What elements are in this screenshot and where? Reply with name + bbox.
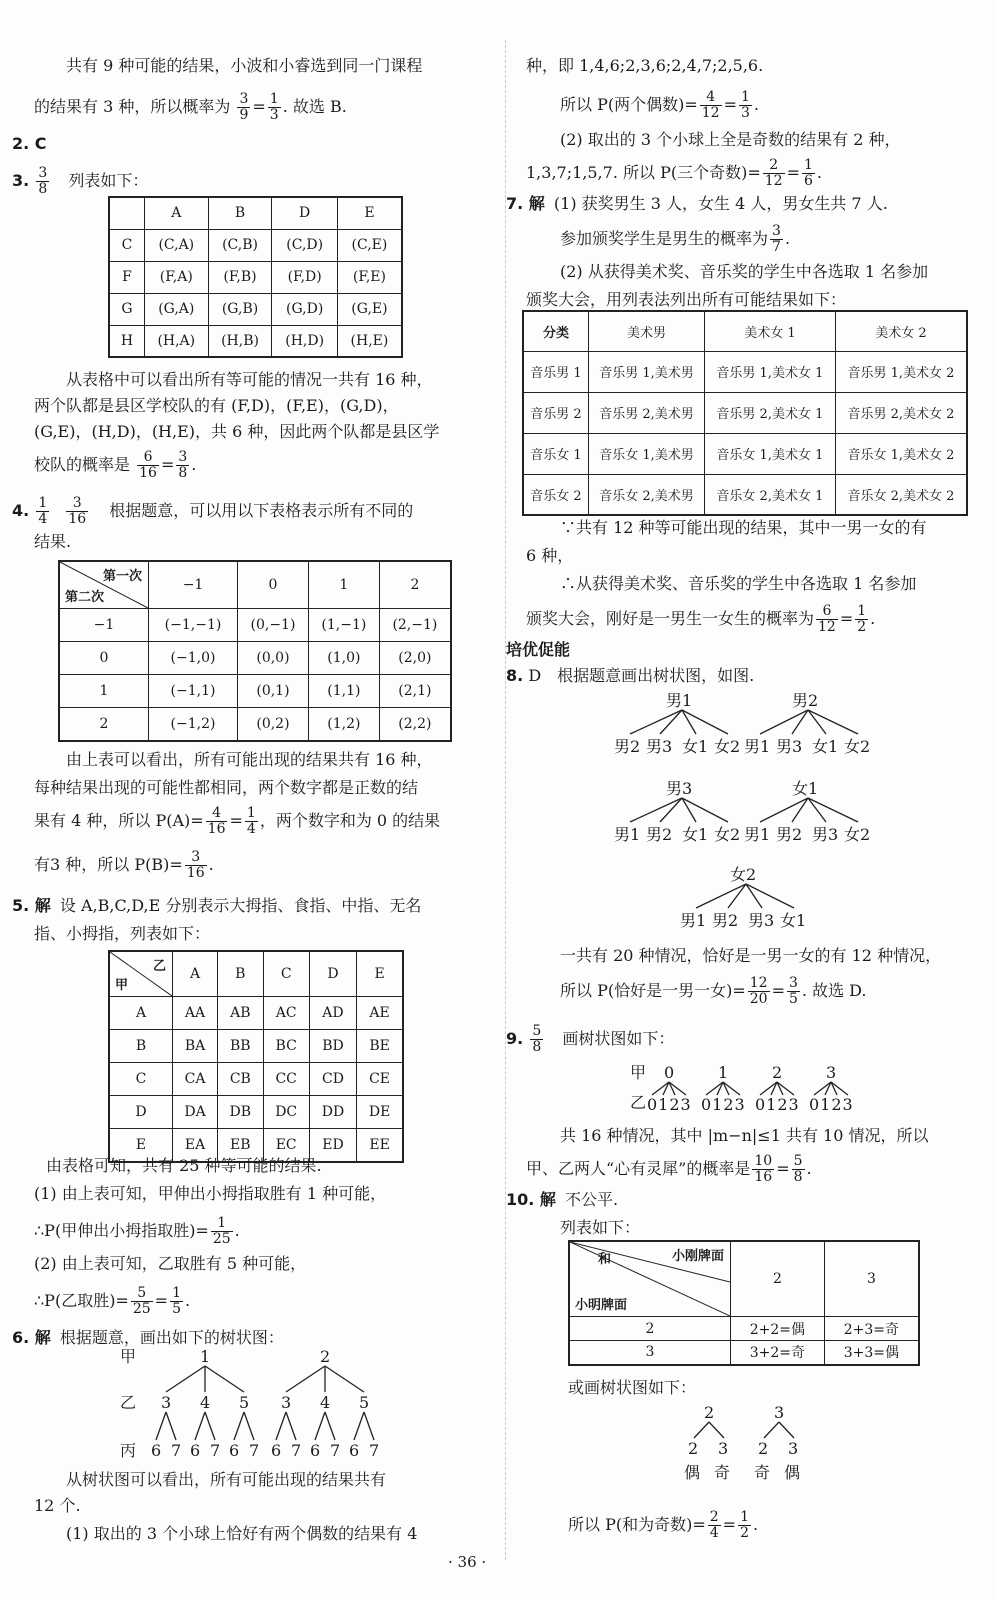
tree-node: 2 xyxy=(772,1063,783,1082)
text-line: 由上表可以看出，所有可能出现的结果共有 16 种， xyxy=(66,750,433,769)
tree-leaf: 男2 xyxy=(614,737,641,756)
tree-label: 甲 xyxy=(120,1347,137,1366)
tree-leaf: 男1 xyxy=(744,737,771,756)
fraction: $\frac{5}{25}$ xyxy=(132,1285,151,1317)
text-line: 果有 4 种，所以 P(A)= $\frac{4}{16}$ = $\frac{1}{4}$ ，两个数字和为 0 的结果 xyxy=(34,805,441,837)
table-row: C CA CB CC CD CE xyxy=(109,1063,403,1096)
fraction: $\frac{1}{2}$ xyxy=(857,603,867,635)
tree-node: 3 xyxy=(161,1393,172,1412)
text-line: (2) 取出的 3 个小球上全是奇数的结果有 2 种， xyxy=(560,130,901,149)
page-number: · 36 · xyxy=(448,1553,487,1571)
tree-leaf: 6 xyxy=(310,1441,321,1460)
table-row: 0 (−1,0) (0,0) (1,0) (2,0) xyxy=(59,642,451,675)
tree-node: 4 xyxy=(200,1393,211,1412)
table-q10 xyxy=(568,1240,920,1366)
tree-node: 男2 xyxy=(792,691,819,710)
text-line: 有3 种，所以 P(B)= $\frac{3}{16}$ . xyxy=(34,849,214,881)
fraction: $\frac{1}{2}$ xyxy=(740,1509,749,1541)
table-row: D DA DB DC DD DE xyxy=(109,1096,403,1129)
fraction: $\frac{2}{4}$ xyxy=(709,1509,719,1541)
fraction: $\frac{12}{20}$ xyxy=(749,975,768,1007)
text-line: 两个队都是县区学校队的有 (F,D)，(F,E)，(G,D)， xyxy=(34,396,399,415)
table-q3 xyxy=(108,196,403,358)
tree-leaf: 0123 xyxy=(755,1095,800,1114)
tree-node: 5 xyxy=(359,1393,370,1412)
section-heading: 培优促能 xyxy=(506,640,571,659)
tree-label: 乙 xyxy=(120,1393,137,1412)
tree-leaf: 男1 xyxy=(614,825,641,844)
fraction: $\frac{1}{25}$ xyxy=(212,1215,231,1247)
text-line: 1,3,7;1,5,7. 所以 P(三个奇数)= $\frac{2}{12}$ = $\frac{1}{6}$ . xyxy=(526,157,822,189)
table-q7 xyxy=(522,310,968,516)
answer-4-header: 4. $\frac{1}{4}$ $\frac{3}{16}$ 根据题意，可以用以下表格表示所有不同的 xyxy=(12,495,414,527)
tree-leaf: 0123 xyxy=(809,1095,854,1114)
tree-node: 2 xyxy=(704,1403,715,1422)
fraction: $\frac{4}{12}$ xyxy=(701,89,720,121)
fraction: $\frac{1}{4}$ xyxy=(38,495,48,527)
fraction: $\frac{4}{16}$ xyxy=(207,805,226,837)
answer-6-header: 6. 解 根据题意，画出如下的树状图： xyxy=(12,1328,284,1347)
text-line: 校队的概率是 $\frac{6}{16}$ = $\frac{3}{8}$ . xyxy=(34,449,197,481)
text-line: 指、小拇指，列表如下： xyxy=(34,924,211,943)
tree-leaf: 女1 xyxy=(682,825,709,844)
text-line: 从树状图可以看出，所有可能出现的结果共有 xyxy=(66,1470,387,1489)
tree-label: 丙 xyxy=(120,1441,137,1460)
table-q5 xyxy=(108,950,404,1163)
text-line: 所以 P(恰好是一男一女)= $\frac{12}{20}$ = $\frac{3}{5}$ . 故选 D. xyxy=(560,975,867,1007)
tree-leaf: 6 xyxy=(349,1441,360,1460)
tree-result: 偶 xyxy=(684,1463,701,1482)
text-line: 的结果有 3 种，所以概率为 $\frac{3}{9}$ = $\frac{1}{3}$ . 故选 B. xyxy=(34,91,347,123)
table-row: G (G,A) (G,B) (G,D) (G,E) xyxy=(109,293,402,325)
text-line: 一共有 20 种情况，恰好是一男一女的有 12 种情况， xyxy=(560,946,942,965)
fraction: $\frac{3}{5}$ xyxy=(788,975,798,1007)
table-row: E EA EB EC ED EE xyxy=(109,1129,403,1162)
column-divider xyxy=(505,40,506,1560)
tree-node: 1 xyxy=(200,1347,211,1366)
table-row: 2 (−1,2) (0,2) (1,2) (2,2) xyxy=(59,708,451,741)
tree-node: 0 xyxy=(664,1063,675,1082)
tree-node: 3 xyxy=(281,1393,292,1412)
diagonal-header-cell: 乙 甲 xyxy=(109,951,173,997)
fraction: $\frac{3}{8}$ xyxy=(38,165,48,197)
tree-leaf: 男3 xyxy=(776,737,803,756)
text-line: 从表格中可以看出所有等可能的情况一共有 16 种， xyxy=(66,370,433,389)
tree-leaf: 女2 xyxy=(844,737,871,756)
fraction: $\frac{6}{16}$ xyxy=(139,449,157,481)
table-row: 音乐男 2 音乐男 2,美术男 音乐男 2,美术女 1 音乐男 2,美术女 2 xyxy=(523,392,967,433)
table-row: 3 3+2=奇 3+3=偶 xyxy=(569,1341,919,1365)
text-line: 所以 P(两个偶数)= $\frac{4}{12}$ = $\frac{1}{3}$ . xyxy=(560,89,759,121)
fraction: $\frac{5}{8}$ xyxy=(793,1153,803,1185)
tree-leaf: 女2 xyxy=(714,737,741,756)
table-row: 音乐女 2 音乐女 2,美术男 音乐女 2,美术女 1 音乐女 2,美术女 2 xyxy=(523,474,967,515)
table-row: 1 (−1,1) (0,1) (1,1) (2,1) xyxy=(59,675,451,708)
tree-leaf: 女1 xyxy=(812,737,839,756)
fraction: $\frac{3}{16}$ xyxy=(68,495,87,527)
text-line: 共 16 种情况，其中 |m−n|≤1 共有 10 情况，所以 xyxy=(560,1126,929,1145)
tree-leaf: 3 xyxy=(718,1439,729,1458)
text-line: (2) 从获得美术奖、音乐奖的学生中各选取 1 名参加 xyxy=(560,262,929,281)
tree-leaf: 男1 xyxy=(680,911,707,930)
text-line: 每种结果出现的可能性都相同，两个数字都是正数的结 xyxy=(34,778,419,797)
tree-label: 乙 xyxy=(630,1093,647,1112)
fraction: $\frac{1}{3}$ xyxy=(740,89,750,121)
tree-leaf: 女2 xyxy=(844,825,871,844)
tree-node: 3 xyxy=(826,1063,837,1082)
fraction: $\frac{1}{6}$ xyxy=(803,157,813,189)
table-row: H (H,A) (H,B) (H,D) (H,E) xyxy=(109,325,402,357)
tree-diagram-q6 xyxy=(118,1346,408,1466)
tree-node: 3 xyxy=(774,1403,785,1422)
tree-leaf: 2 xyxy=(688,1439,699,1458)
fraction: $\frac{3}{8}$ xyxy=(178,449,188,481)
table-q4 xyxy=(58,560,452,742)
text-line: 6 种， xyxy=(526,546,574,565)
tree-diagram-q8 xyxy=(604,690,904,940)
tree-node: 1 xyxy=(718,1063,729,1082)
table-header-row: 乙 甲 A B C D E xyxy=(109,951,403,997)
table-row: F (F,A) (F,B) (F,D) (F,E) xyxy=(109,261,402,293)
table-row: A AA AB AC AD AE xyxy=(109,997,403,1030)
tree-leaf: 男2 xyxy=(776,825,803,844)
answer-2: 2. C xyxy=(12,134,47,153)
text-line: 或画树状图如下： xyxy=(568,1378,697,1397)
tree-leaf: 6 xyxy=(271,1441,282,1460)
text-line: 列表如下： xyxy=(560,1218,641,1237)
fraction: $\frac{1}{4}$ xyxy=(246,805,256,837)
tree-leaf: 7 xyxy=(291,1441,302,1460)
tree-leaf: 6 xyxy=(229,1441,240,1460)
table-header-row: 第一次 第二次 −1 0 1 2 xyxy=(59,561,451,609)
tree-leaf: 7 xyxy=(171,1441,182,1460)
tree-leaf: 0123 xyxy=(647,1095,692,1114)
tree-leaf: 0123 xyxy=(701,1095,746,1114)
text-line: ∵共有 12 种等可能出现的结果，其中一男一女的有 xyxy=(560,518,927,537)
diagonal-header-cell: 和 小刚牌面 小明牌面 xyxy=(569,1241,731,1317)
fraction: $\frac{2}{12}$ xyxy=(764,157,783,189)
fraction: $\frac{5}{8}$ xyxy=(532,1023,542,1055)
text-line: 颁奖大会，刚好是一男生一女生的概率为 $\frac{6}{12}$ = $\frac{1}{2}$ . xyxy=(526,603,876,635)
tree-leaf: 女1 xyxy=(780,911,807,930)
tree-leaf: 7 xyxy=(369,1441,380,1460)
table-row: −1 (−1,−1) (0,−1) (1,−1) (2,−1) xyxy=(59,609,451,642)
text-line: (G,E)，(H,D)，(H,E)，共 6 种，因此两个队都是县区学 xyxy=(34,422,440,441)
text-line: (2) 由上表可知，乙取胜有 5 种可能， xyxy=(34,1254,307,1273)
tree-node: 5 xyxy=(239,1393,250,1412)
tree-leaf: 男1 xyxy=(744,825,771,844)
tree-leaf: 男2 xyxy=(712,911,739,930)
fraction: $\frac{10}{16}$ xyxy=(754,1153,773,1185)
tree-node: 女1 xyxy=(792,779,819,798)
tree-leaf: 男3 xyxy=(812,825,839,844)
tree-label: 甲 xyxy=(630,1063,647,1082)
fraction: $\frac{3}{16}$ xyxy=(186,849,205,881)
answer-7-header: 7. 解 (1) 获奖男生 3 人，女生 4 人，男女生共 7 人. xyxy=(506,194,888,213)
tree-node: 4 xyxy=(320,1393,331,1412)
table-row: C (C,A) (C,B) (C,D) (C,E) xyxy=(109,229,402,261)
table-row: 2 2+2=偶 2+3=奇 xyxy=(569,1317,919,1341)
text-line: ∴从获得美术奖、音乐奖的学生中各选取 1 名参加 xyxy=(560,574,917,593)
fraction: $\frac{1}{5}$ xyxy=(172,1285,181,1317)
table-row: B BA BB BC BD BE xyxy=(109,1030,403,1063)
tree-leaf: 女2 xyxy=(714,825,741,844)
tree-result: 奇 xyxy=(714,1463,731,1482)
tree-leaf: 2 xyxy=(758,1439,769,1458)
text-line: 所以 P(和为奇数)= $\frac{2}{4}$ = $\frac{1}{2}$ . xyxy=(568,1509,759,1541)
tree-result: 偶 xyxy=(784,1463,801,1482)
answer-5-header: 5. 解 设 A,B,C,D,E 分别表示大拇指、食指、中指、无名 xyxy=(12,896,422,915)
tree-leaf: 6 xyxy=(151,1441,162,1460)
text-line: ∴P(甲伸出小拇指取胜)= $\frac{1}{25}$ . xyxy=(34,1215,240,1247)
tree-node: 男1 xyxy=(666,691,693,710)
text-line: 颁奖大会，用列表法列出所有可能结果如下： xyxy=(526,290,847,309)
tree-leaf: 男3 xyxy=(748,911,775,930)
table-row: 音乐女 1 音乐女 1,美术男 音乐女 1,美术女 1 音乐女 1,美术女 2 xyxy=(523,433,967,474)
tree-node: 2 xyxy=(320,1347,331,1366)
answer-8-header: 8. D 根据题意画出树状图，如图. xyxy=(506,666,755,685)
text-line: (1) 取出的 3 个小球上恰好有两个偶数的结果有 4 xyxy=(66,1524,418,1543)
text-line: 12 个. xyxy=(34,1496,81,1515)
diagonal-header-cell: 第一次 第二次 xyxy=(59,561,149,609)
tree-leaf: 女1 xyxy=(682,737,709,756)
table-row: 音乐男 1 音乐男 1,美术男 音乐男 1,美术女 1 音乐男 1,美术女 2 xyxy=(523,351,967,392)
fraction: $\frac{6}{12}$ xyxy=(818,603,836,635)
text-line: 由表格可知，共有 25 种等可能的结果. xyxy=(46,1156,322,1175)
text-line: 参加颁奖学生是男生的概率为 $\frac{3}{7}$ . xyxy=(560,223,791,255)
text-line: 共有 9 种可能的结果，小波和小睿选到同一门课程 xyxy=(66,56,423,75)
text-line: 结果. xyxy=(34,532,72,551)
answer-10-header: 10. 解 不公平. xyxy=(506,1190,619,1209)
tree-leaf: 男3 xyxy=(646,737,673,756)
tree-node: 女2 xyxy=(730,865,757,884)
fraction: $\frac{3}{7}$ xyxy=(772,223,781,255)
tree-leaf: 男2 xyxy=(646,825,673,844)
tree-leaf: 7 xyxy=(210,1441,221,1460)
answer-9-header: 9. $\frac{5}{8}$ 画树状图如下： xyxy=(506,1023,675,1055)
table-header-row: A B D E xyxy=(109,197,402,229)
fraction: $\frac{3}{9}$ xyxy=(239,91,249,123)
tree-diagram-q10 xyxy=(676,1402,816,1486)
tree-leaf: 6 xyxy=(190,1441,201,1460)
text-line: ∴P(乙取胜)= $\frac{5}{25}$ = $\frac{1}{5}$ . xyxy=(34,1285,191,1317)
tree-leaf: 3 xyxy=(788,1439,799,1458)
text-line: (1) 由上表可知，甲伸出小拇指取胜有 1 种可能， xyxy=(34,1184,387,1203)
answer-3-header: 3. $\frac{3}{8}$ 列表如下： xyxy=(12,165,149,197)
tree-result: 奇 xyxy=(754,1463,771,1482)
text-line: 种，即 1,4,6;2,3,6;2,4,7;2,5,6. xyxy=(526,56,764,75)
tree-leaf: 7 xyxy=(330,1441,341,1460)
tree-leaf: 7 xyxy=(249,1441,260,1460)
fraction: $\frac{1}{3}$ xyxy=(269,91,279,123)
tree-diagram-q9 xyxy=(630,1062,870,1114)
table-header-row: 分类 美术男 美术女 1 美术女 2 xyxy=(523,311,967,351)
table-header-row: 和 小刚牌面 小明牌面 2 3 xyxy=(569,1241,919,1317)
tree-node: 男3 xyxy=(666,779,693,798)
text-line: 甲、乙两人“心有灵犀”的概率是 $\frac{10}{16}$ = $\frac{5}{8}$ . xyxy=(526,1153,812,1185)
